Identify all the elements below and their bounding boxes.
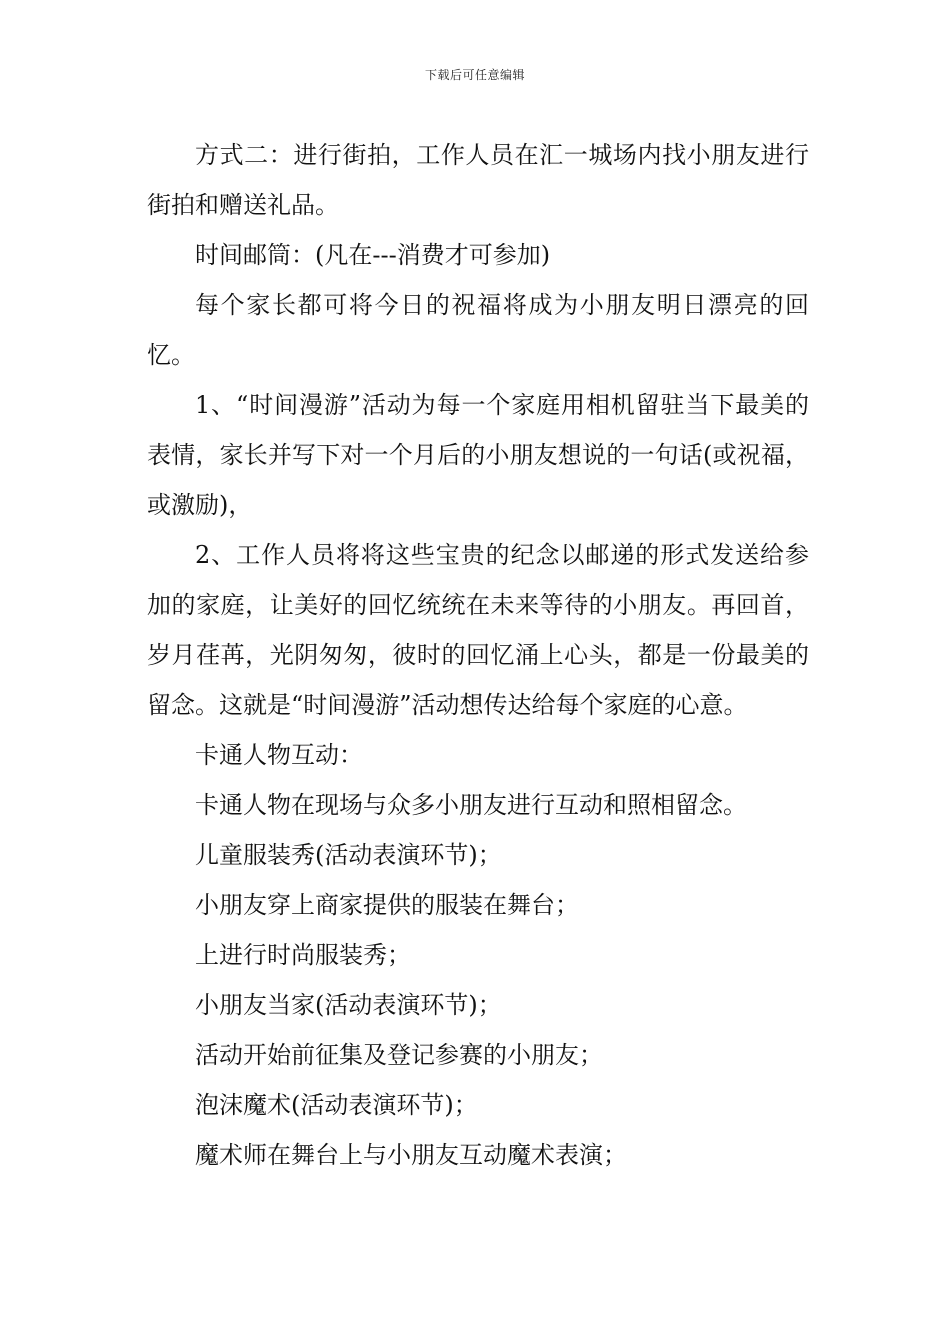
paragraph: 儿童服装秀(活动表演环节)； <box>195 841 502 869</box>
paragraph: 卡通人物在现场与众多小朋友进行互动和照相留念。 <box>195 791 747 819</box>
paragraph: 活动开始前征集及登记参赛的小朋友； <box>195 1041 603 1069</box>
paragraph: 泡沫魔术(活动表演环节)； <box>195 1091 478 1119</box>
paragraph: 2、工作人员将将这些宝贵的纪念以邮递的形式发送给参加的家庭，让美好的回忆统统在未来等待的小朋友。再回首，岁月荏苒，光阴匆匆，彼时的回忆涌上心头，都是一份最美的留念。这就是“时间漫游”活动想传达给每个家庭的心意。 <box>147 541 809 719</box>
document-body <box>147 130 809 1180</box>
paragraph: 时间邮筒：(凡在---消费才可参加) <box>195 241 551 269</box>
paragraph: 每个家长都可将今日的祝福将成为小朋友明日漂亮的回忆。 <box>147 291 809 369</box>
paragraph: 上进行时尚服装秀； <box>195 941 411 969</box>
paragraph: 卡通人物互动： <box>195 741 363 769</box>
page-header-note: 下载后可任意编辑 <box>424 68 525 82</box>
paragraph: 小朋友当家(活动表演环节)； <box>195 991 502 1019</box>
paragraph: 魔术师在舞台上与小朋友互动魔术表演； <box>195 1141 627 1169</box>
paragraph: 方式二：进行街拍，工作人员在汇一城场内找小朋友进行街拍和赠送礼品。 <box>147 141 809 219</box>
paragraph: 1、“时间漫游”活动为每一个家庭用相机留驻当下最美的表情，家长并写下对一个月后的小朋友想说的一句话(或祝福，或激励)， <box>147 391 809 519</box>
paragraph: 小朋友穿上商家提供的服装在舞台； <box>195 891 579 919</box>
